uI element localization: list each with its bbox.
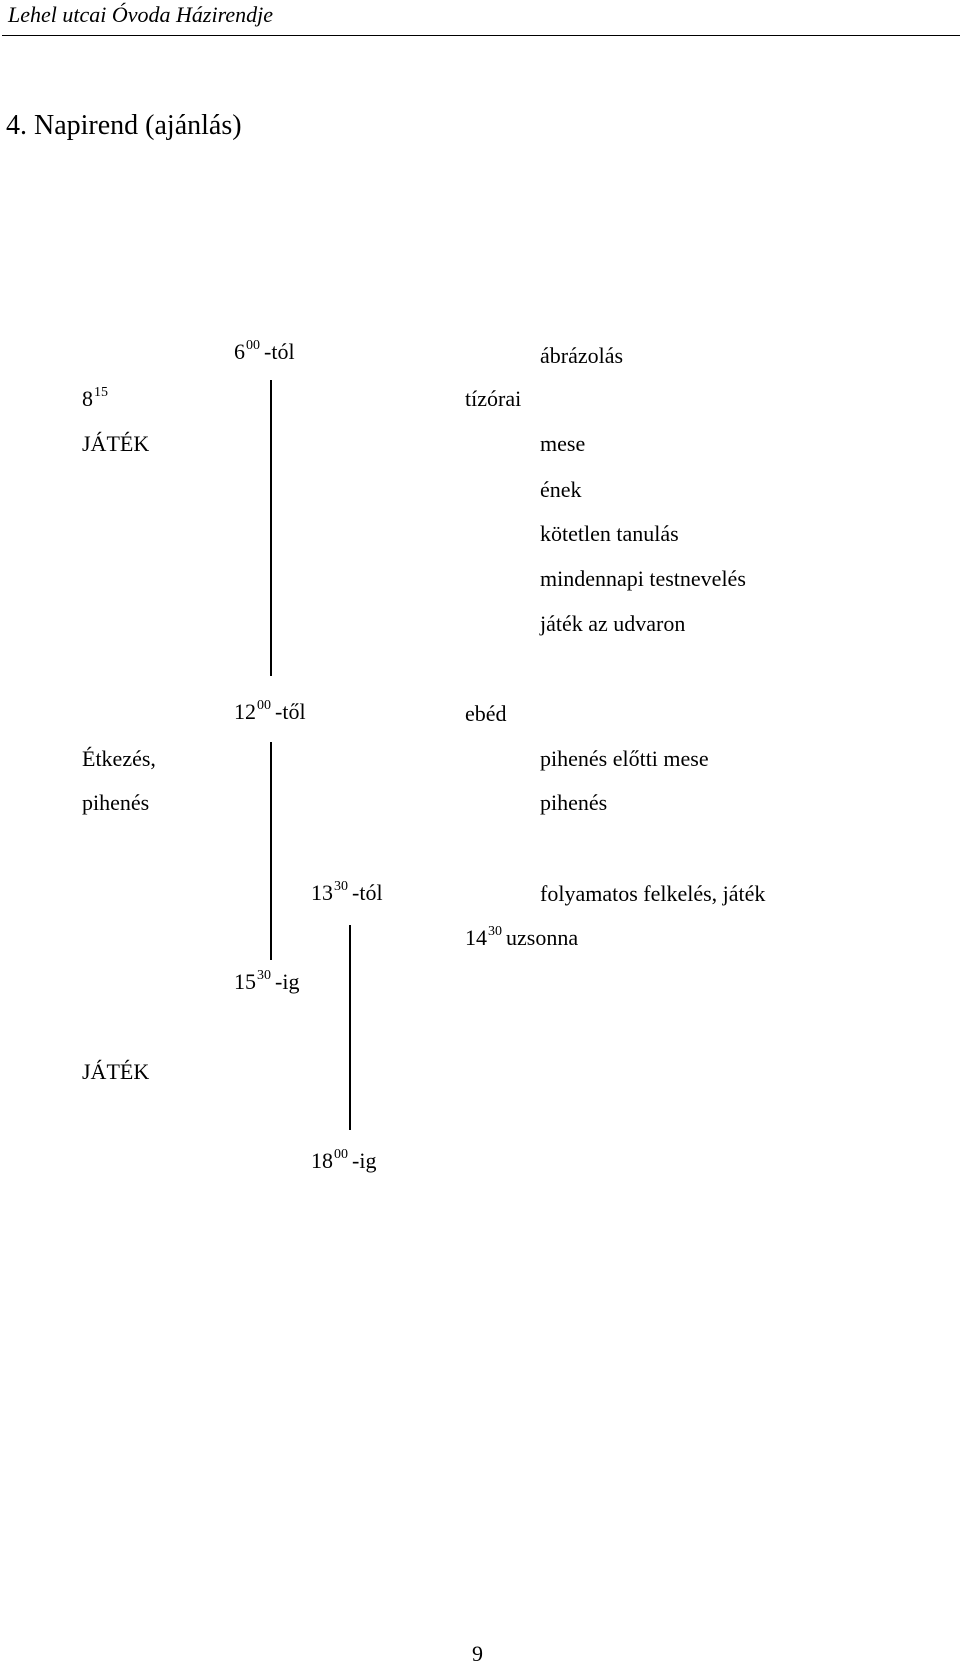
- tizorai-label: tízórai: [465, 386, 522, 411]
- activity-folyamatos-felkeles: folyamatos felkelés, játék: [540, 881, 766, 906]
- time-15-30-ig: $15^{30}$ -ig: [234, 968, 300, 994]
- timeline-line-afternoon: [349, 925, 351, 1130]
- activity-testneveles: mindennapi testnevelés: [540, 566, 746, 591]
- activity-enek: ének: [540, 477, 582, 502]
- etkezes-label: Étkezés,: [82, 746, 156, 771]
- activity-abrazolas: ábrázolás: [540, 343, 624, 368]
- time-6-00: $6^{00}$ -tól: [234, 338, 295, 364]
- activity-kotetlen-tanulas: kötetlen tanulás: [540, 521, 679, 546]
- ebed-label: ebéd: [465, 701, 507, 726]
- pihenes-label: pihenés: [82, 790, 150, 815]
- time-12-00: $12^{00}$ -től: [234, 698, 306, 724]
- time-8-15: $8^{15}$: [82, 385, 108, 411]
- time-13-30: $13^{30}$ -tól: [311, 879, 383, 905]
- page-number: 9: [472, 1641, 483, 1666]
- time-14-30-uzsonna: $14^{30}$ uzsonna: [465, 924, 579, 950]
- time-18-00-ig: $18^{00}$ -ig: [311, 1147, 377, 1173]
- activity-pihenes-elotti-mese: pihenés előtti mese: [540, 746, 709, 771]
- timeline-line-midday: [270, 742, 272, 960]
- activity-jatek-udvaron: játék az udvaron: [540, 611, 686, 636]
- jatek-label-afternoon: JÁTÉK: [82, 1059, 150, 1084]
- activity-pihenes: pihenés: [540, 790, 608, 815]
- section-title: 4. Napirend (ajánlás): [6, 110, 242, 141]
- activity-mese: mese: [540, 431, 586, 456]
- header-rule: [2, 35, 960, 36]
- jatek-label-morning: JÁTÉK: [82, 431, 150, 456]
- timeline-line-morning: [270, 380, 272, 676]
- document-header: Lehel utcai Óvoda Házirendje: [8, 2, 273, 27]
